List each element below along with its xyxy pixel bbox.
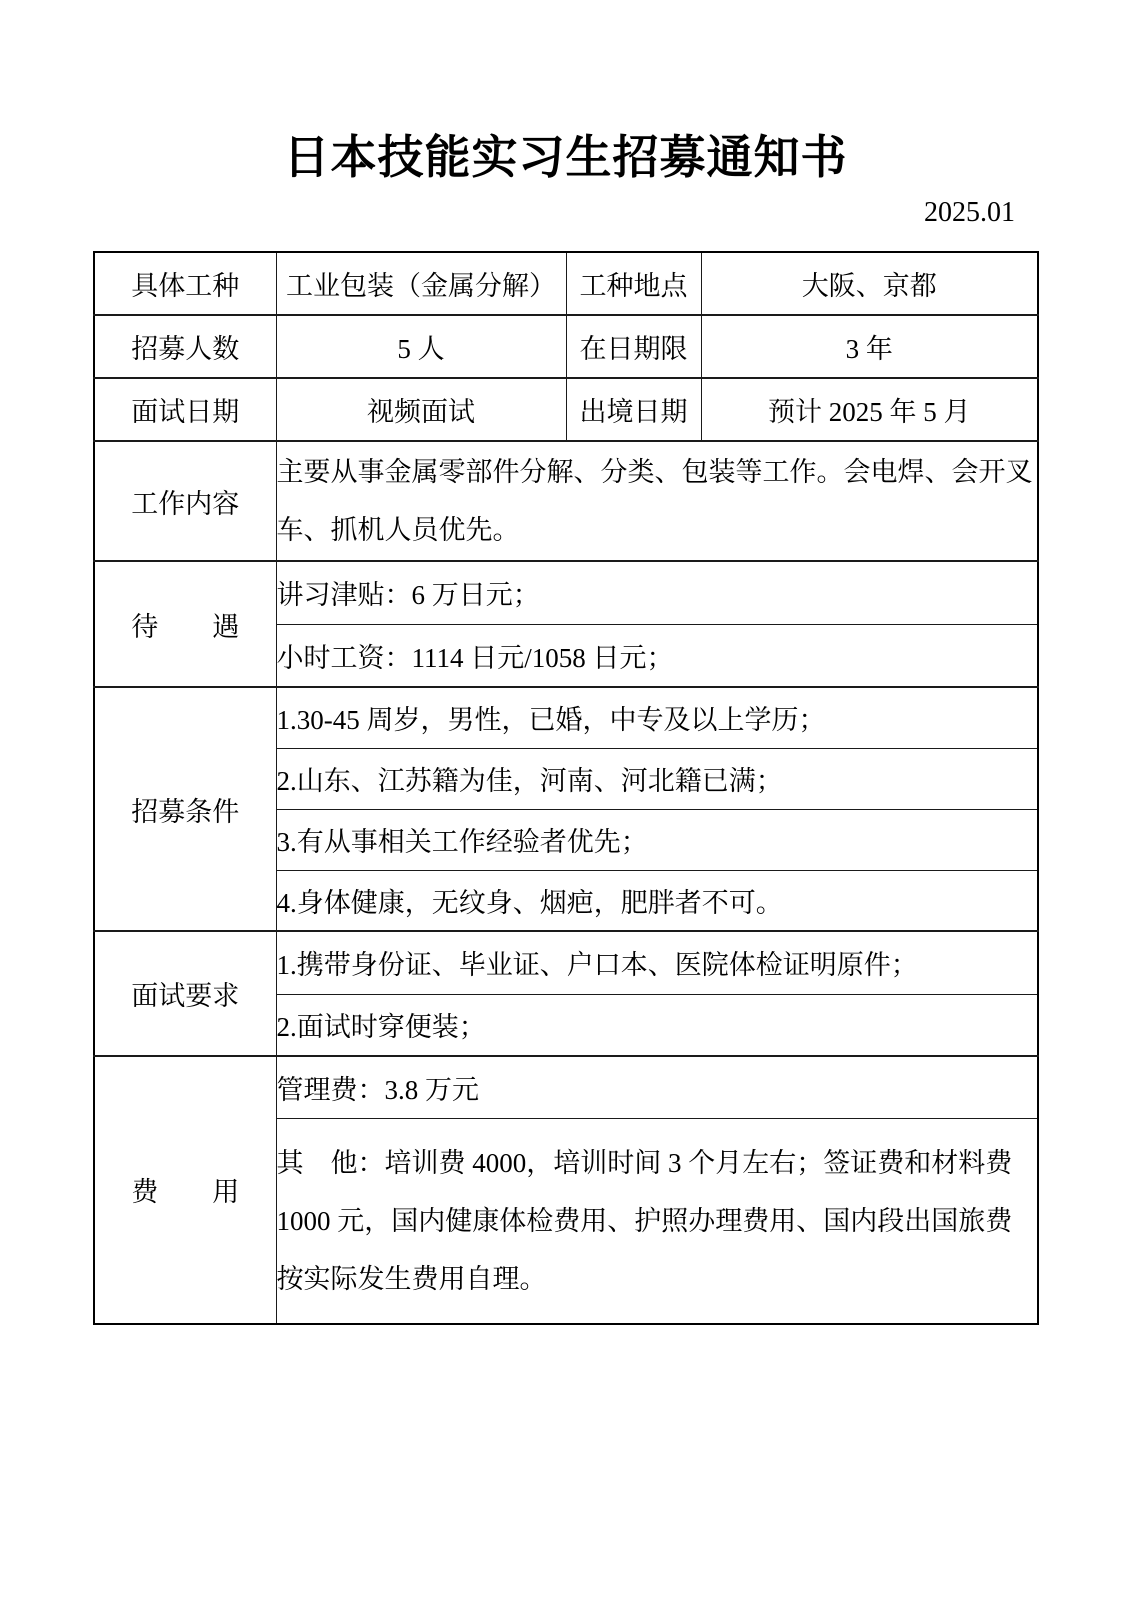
label-work-location: 工种地点 (566, 252, 701, 315)
line-fee-other: 其 他：培训费 4000，培训时间 3 个月左右；签证费和材料费 1000 元，国内健康体检费用、护照办理费用、国内段出国旅费按实际发生费用自理。 (276, 1118, 1038, 1324)
label-specific-trade: 具体工种 (94, 252, 276, 315)
label-interview-date: 面试日期 (94, 378, 276, 441)
value-stay-period: 3 年 (701, 315, 1038, 378)
table-row (94, 378, 1038, 441)
value-departure-date: 预计 2025 年 5 月 (701, 378, 1038, 441)
value-specific-trade: 工业包装（金属分解） (276, 252, 566, 315)
recruitment-table (93, 251, 1039, 1325)
label-fees: 费 用 (94, 1056, 276, 1324)
label-requirements: 招募条件 (94, 687, 276, 931)
table-row (94, 315, 1038, 378)
line-requirement-1: 1.30-45 周岁，男性，已婚，中专及以上学历； (276, 687, 1038, 748)
value-interview-date: 视频面试 (276, 378, 566, 441)
line-requirement-4: 4.身体健康，无纹身、烟疤，肥胖者不可。 (276, 870, 1038, 931)
table-row (94, 252, 1038, 315)
line-treatment-2: 小时工资：1114 日元/1058 日元； (276, 624, 1038, 687)
label-treatment: 待 遇 (94, 561, 276, 687)
line-fee-management: 管理费：3.8 万元 (276, 1056, 1038, 1118)
label-interview-requirements: 面试要求 (94, 931, 276, 1056)
line-requirement-2: 2.山东、江苏籍为佳，河南、河北籍已满； (276, 748, 1038, 809)
table-row (94, 1056, 1038, 1118)
table-row (94, 561, 1038, 624)
date-label: 2025.01 (924, 197, 1015, 229)
label-departure-date: 出境日期 (566, 378, 701, 441)
table-row (94, 687, 1038, 748)
label-recruit-count: 招募人数 (94, 315, 276, 378)
line-interview-req-1: 1.携带身份证、毕业证、户口本、医院体检证明原件； (276, 931, 1038, 994)
line-treatment-1: 讲习津贴：6 万日元； (276, 561, 1038, 624)
value-work-location: 大阪、京都 (701, 252, 1038, 315)
value-recruit-count: 5 人 (276, 315, 566, 378)
line-requirement-3: 3.有从事相关工作经验者优先； (276, 809, 1038, 870)
page-title: 日本技能实习生招募通知书 (283, 132, 848, 183)
table-row (94, 931, 1038, 994)
line-interview-req-2: 2.面试时穿便装； (276, 994, 1038, 1056)
label-work-content: 工作内容 (94, 441, 276, 561)
table-row (94, 441, 1038, 561)
line-work-content: 主要从事金属零部件分解、分类、包装等工作。会电焊、会开叉车、抓机人员优先。 (276, 441, 1038, 561)
label-stay-period: 在日期限 (566, 315, 701, 378)
